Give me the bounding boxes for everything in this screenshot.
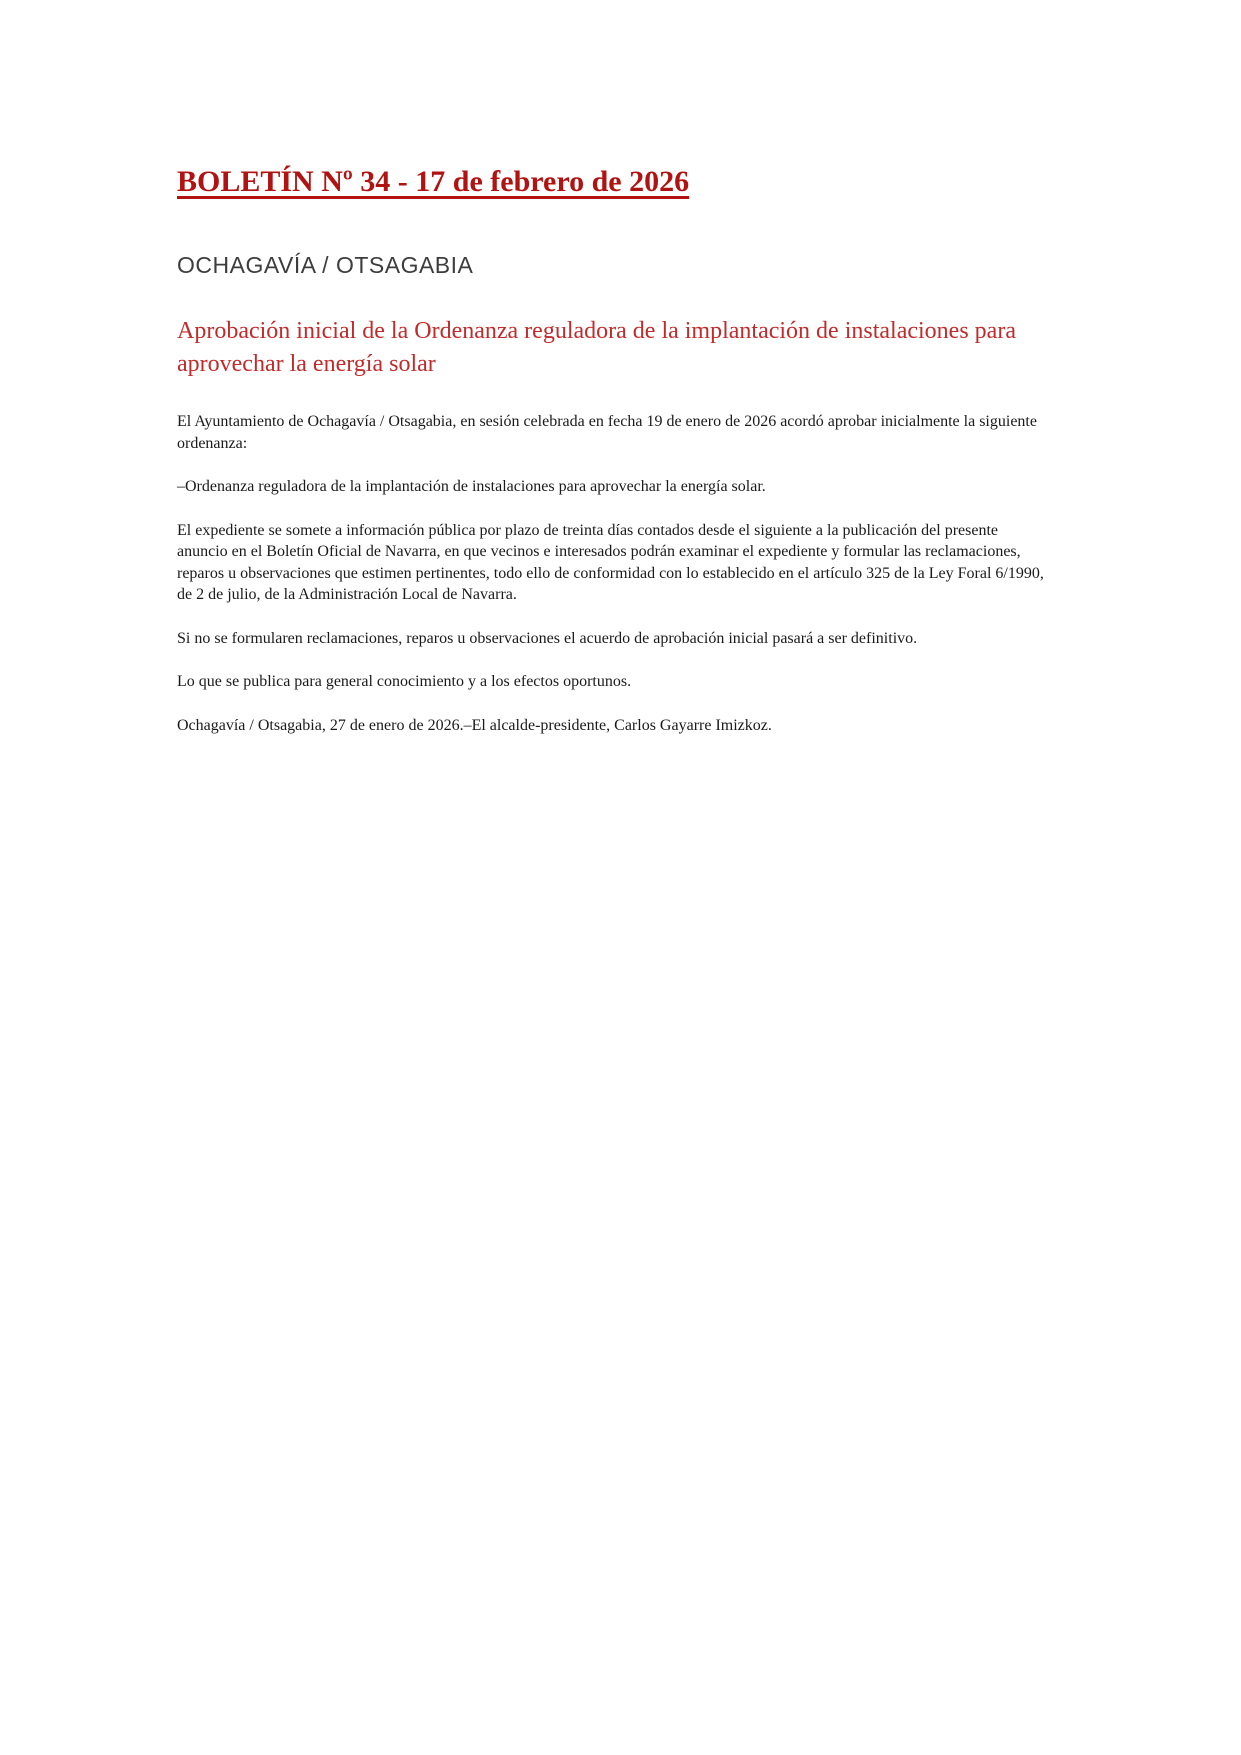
paragraph: El expediente se somete a información pública por plazo de treinta días contados desde el siguiente a la publicación del presente anuncio en el Boletín Oficial de Navarra, en que vecinos e interesados podrán examinar el expediente y formular las reclamaciones, reparos u observaciones que estimen pertinentes, todo ello de conformidad con lo establecido en el artículo 325 de la Ley Foral 6/1990, de 2 de julio, de la Administración Local de Navarra. — [177, 521, 1044, 604]
paragraph: Ochagavía / Otsagabia, 27 de enero de 2026.–El alcalde-presidente, Carlos Gayarre Imizkoz. — [177, 716, 772, 734]
article-title: Aprobación inicial de la Ordenanza reguladora de la implantación de instalaciones para aprovechar la energía solar — [177, 318, 1016, 378]
article-body — [177, 411, 1049, 736]
bulletin-title-link[interactable]: BOLETÍN Nº 34 - 17 de febrero de 2026 — [177, 165, 690, 198]
paragraph: Si no se formularen reclamaciones, reparos u observaciones el acuerdo de aprobación inicial pasará a ser definitivo. — [177, 629, 918, 647]
paragraph: Lo que se publica para general conocimiento y a los efectos oportunos. — [177, 673, 632, 691]
municipality-heading: OCHAGAVÍA / OTSAGABIA — [177, 251, 474, 278]
paragraph: –Ordenanza reguladora de la implantación de instalaciones para aprovechar la energía solar. — [177, 478, 766, 496]
bulletin-content — [177, 165, 1049, 758]
paragraph: El Ayuntamiento de Ochagavía / Otsagabia, en sesión celebrada en fecha 19 de enero de 2026 acordó aprobar inicialmente la siguiente ordenanza: — [177, 413, 1037, 452]
